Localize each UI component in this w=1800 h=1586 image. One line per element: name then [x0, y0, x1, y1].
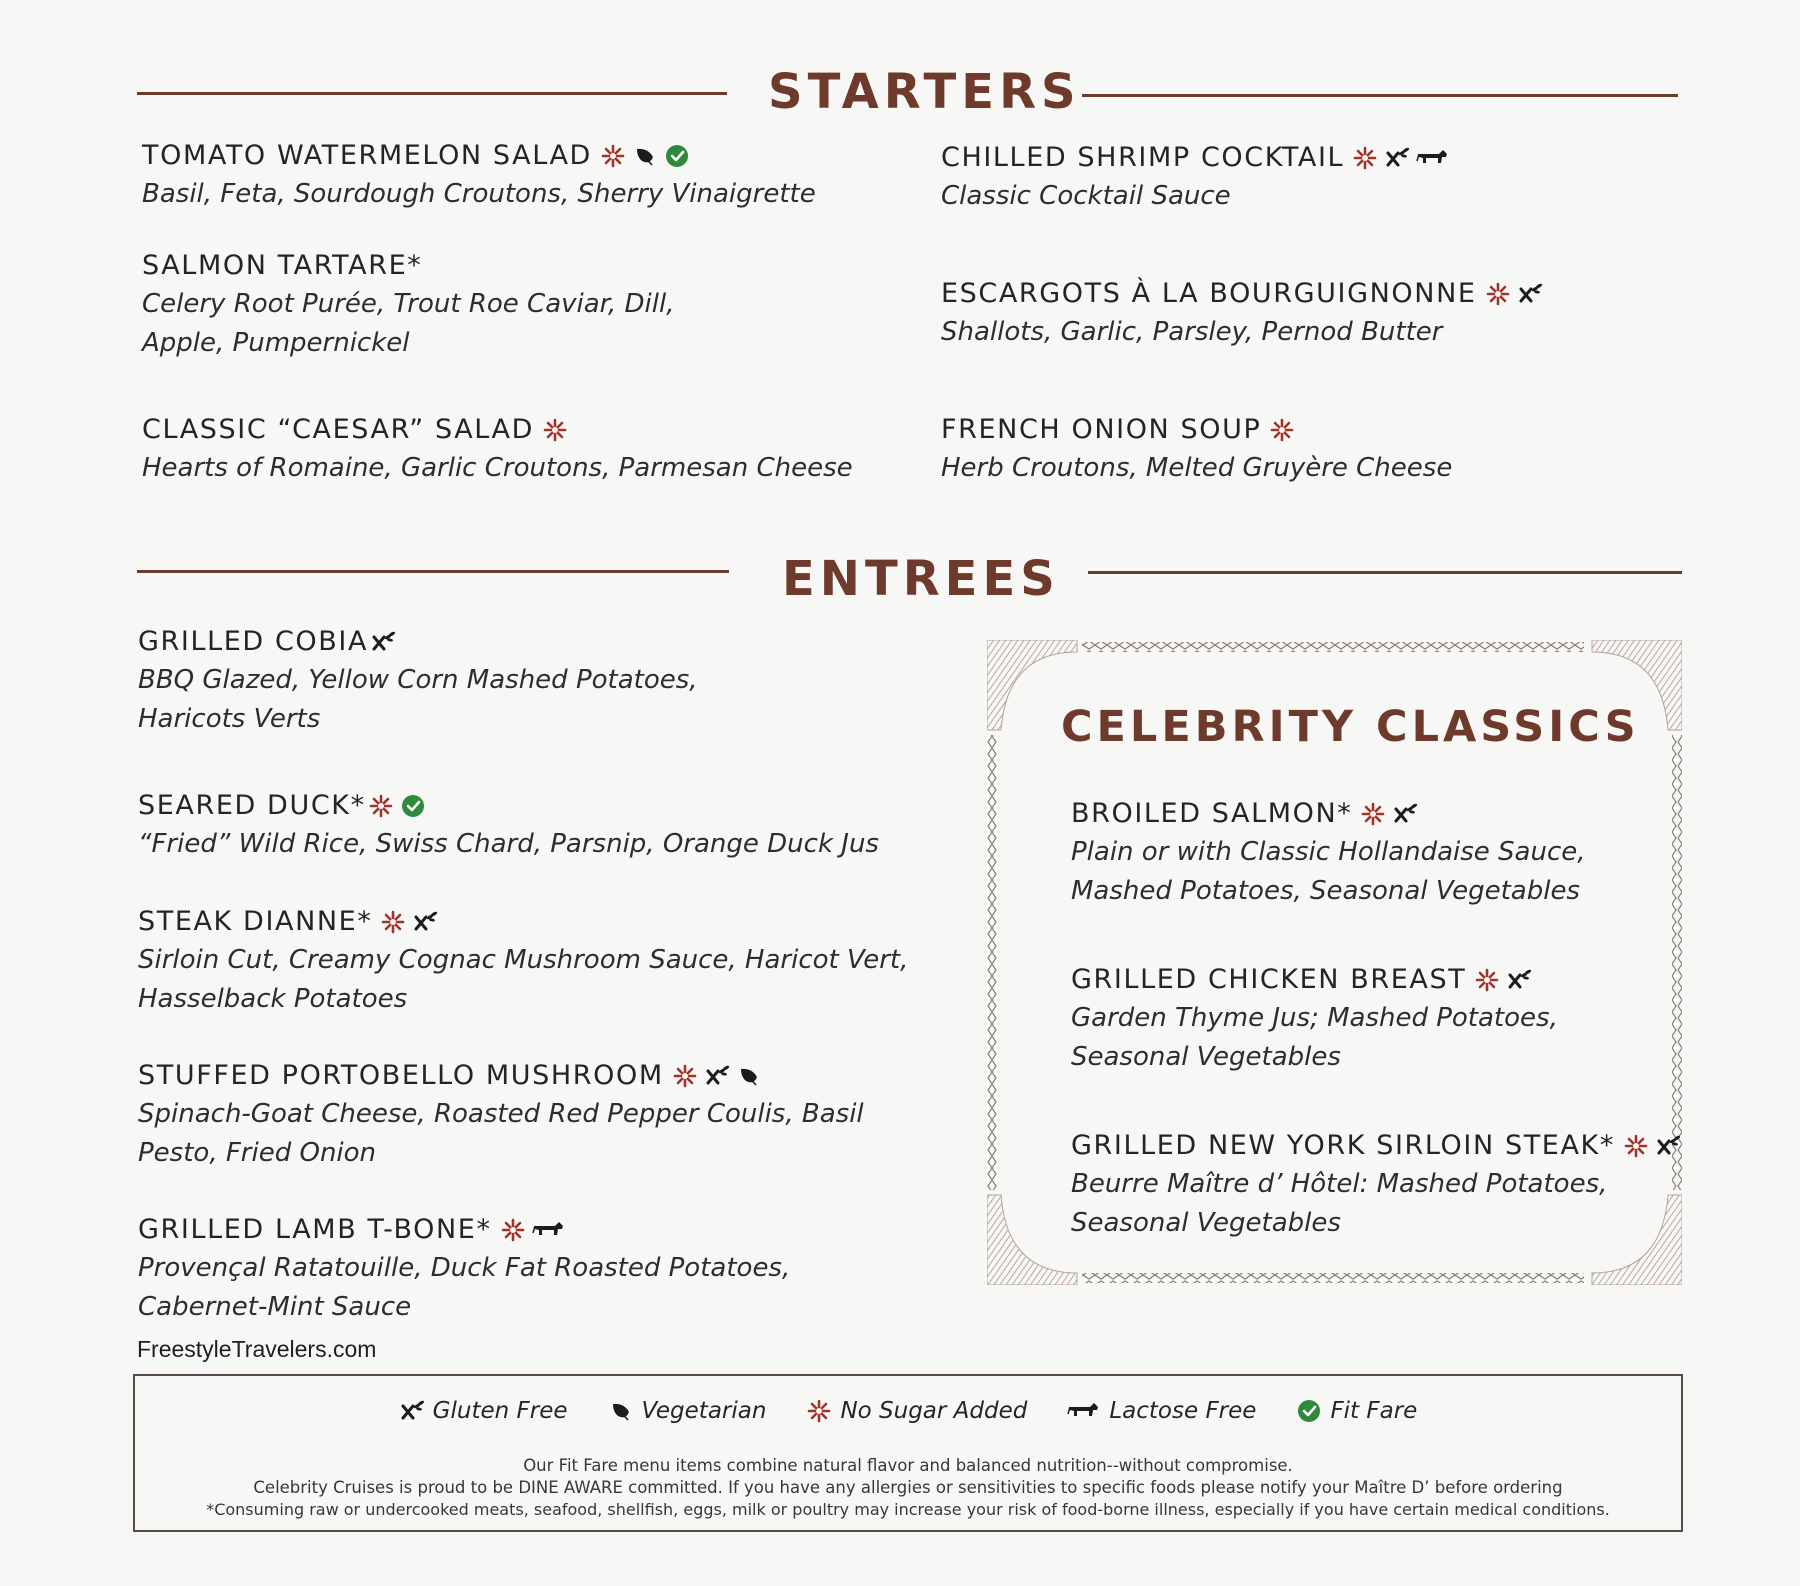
item-name: SALMON TARTARE*	[142, 250, 423, 281]
item-name: CLASSIC “CAESAR” SALAD	[142, 414, 535, 445]
item-desc-line: Plain or with Classic Hollandaise Sauce,	[1071, 837, 1586, 867]
item-desc-line: BBQ Glazed, Yellow Corn Mashed Potatoes,	[138, 665, 698, 695]
vegetarian-icon	[736, 1063, 762, 1089]
item-desc-line: Basil, Feta, Sourdough Croutons, Sherry Vinaigrette	[142, 179, 816, 209]
legend-item	[806, 1398, 1027, 1424]
item-name: CHILLED SHRIMP COCKTAIL	[941, 142, 1345, 173]
item-desc-line: Garden Thyme Jus; Mashed Potatoes,	[1071, 1003, 1558, 1033]
lactose-free-icon	[1416, 145, 1450, 171]
starter-item	[142, 250, 674, 363]
starters-rule-left	[137, 92, 727, 95]
no-sugar-icon	[1474, 967, 1500, 993]
gluten-free-icon	[1392, 801, 1418, 827]
lactose-free-icon	[532, 1217, 566, 1243]
starter-item	[941, 278, 1543, 352]
entrees-rule-right	[1088, 571, 1682, 574]
no-sugar-icon	[1623, 1133, 1649, 1159]
starters-title: STARTERS	[768, 64, 1081, 120]
item-name: STUFFED PORTOBELLO MUSHROOM	[138, 1060, 664, 1091]
gluten-free-icon	[370, 629, 396, 655]
legend-label: Gluten Free	[432, 1398, 568, 1424]
starter-item	[941, 142, 1450, 216]
gluten-free-icon	[412, 909, 438, 935]
item-desc-line: Sirloin Cut, Creamy Cognac Mushroom Sauce, Haricot Vert,	[138, 945, 909, 975]
classics-item	[1071, 798, 1586, 911]
no-sugar-icon	[600, 143, 626, 169]
item-desc-line: Seasonal Vegetables	[1071, 1208, 1341, 1238]
legend-label: Vegetarian	[641, 1398, 767, 1424]
item-desc-line: Classic Cocktail Sauce	[941, 181, 1231, 211]
item-desc-line: Provençal Ratatouille, Duck Fat Roasted Potatoes,	[138, 1253, 791, 1283]
item-name: GRILLED NEW YORK SIRLOIN STEAK*	[1071, 1130, 1615, 1161]
item-desc-line: Beurre Maître d’ Hôtel: Mashed Potatoes,	[1071, 1169, 1608, 1199]
no-sugar-icon	[806, 1398, 832, 1424]
item-desc-line: Hearts of Romaine, Garlic Croutons, Parmesan Cheese	[142, 453, 853, 483]
starter-item	[142, 140, 816, 214]
legend-item	[399, 1398, 568, 1424]
item-name: GRILLED CHICKEN BREAST	[1071, 964, 1467, 995]
no-sugar-icon	[1352, 145, 1378, 171]
item-desc-line: Haricots Verts	[138, 704, 321, 734]
item-name: GRILLED LAMB T-BONE*	[138, 1214, 492, 1245]
starter-item	[142, 414, 853, 488]
fit-fare-icon	[400, 793, 426, 819]
item-desc-line: Spinach-Goat Cheese, Roasted Red Pepper Coulis, Basil	[138, 1099, 864, 1129]
no-sugar-icon	[500, 1217, 526, 1243]
entree-item	[138, 626, 698, 739]
watermark-text: FreestyleTravelers.com	[137, 1336, 377, 1362]
starter-item	[941, 414, 1452, 488]
no-sugar-icon	[1360, 801, 1386, 827]
no-sugar-icon	[368, 793, 394, 819]
item-desc-line: Apple, Pumpernickel	[142, 328, 410, 358]
gluten-free-icon	[1384, 145, 1410, 171]
item-name: STEAK DIANNE*	[138, 906, 373, 937]
no-sugar-icon	[1485, 281, 1511, 307]
item-desc-line: Celery Root Purée, Trout Roe Caviar, Dill,	[142, 289, 675, 319]
no-sugar-icon	[380, 909, 406, 935]
fit-fare-icon	[1296, 1398, 1322, 1424]
gluten-free-icon	[1506, 967, 1532, 993]
item-name: FRENCH ONION SOUP	[941, 414, 1262, 445]
lactose-free-icon	[1067, 1398, 1101, 1424]
entree-item	[138, 790, 879, 864]
fit-fare-note: Our Fit Fare menu items combine natural flavor and balanced nutrition--without compromise.	[523, 1456, 1293, 1475]
no-sugar-icon	[672, 1063, 698, 1089]
raw-food-warning: *Consuming raw or undercooked meats, seafood, shellfish, eggs, milk or poultry may increase your risk of food-borne illness, especially if you have certain medical conditions.	[206, 1500, 1610, 1519]
item-desc-line: Shallots, Garlic, Parsley, Pernod Butter	[941, 317, 1443, 347]
gluten-free-icon	[1655, 1133, 1681, 1159]
legend-label: Fit Fare	[1330, 1398, 1418, 1424]
no-sugar-icon	[1269, 417, 1295, 443]
legend-item	[1067, 1398, 1256, 1424]
entree-item	[138, 1214, 790, 1327]
gluten-free-icon	[704, 1063, 730, 1089]
classics-item	[1071, 964, 1558, 1077]
legend-label: Lactose Free	[1109, 1398, 1257, 1424]
vegetarian-icon	[632, 143, 658, 169]
gluten-free-icon	[1517, 281, 1543, 307]
no-sugar-icon	[542, 417, 568, 443]
vegetarian-icon	[608, 1398, 634, 1424]
starters-rule-right	[1082, 94, 1678, 97]
item-desc-line: Herb Croutons, Melted Gruyère Cheese	[941, 453, 1453, 483]
item-desc-line: Pesto, Fried Onion	[138, 1138, 377, 1168]
classics-item	[1071, 1130, 1681, 1243]
item-name: GRILLED COBIA	[138, 626, 369, 657]
entree-item	[138, 1060, 864, 1173]
item-name: SEARED DUCK*	[138, 790, 366, 821]
item-desc-line: Mashed Potatoes, Seasonal Vegetables	[1071, 876, 1580, 906]
item-desc-line: Seasonal Vegetables	[1071, 1042, 1341, 1072]
legend-item	[608, 1398, 767, 1424]
item-name: BROILED SALMON*	[1071, 798, 1353, 829]
gluten-free-icon	[399, 1398, 425, 1424]
entrees-title: ENTREES	[782, 551, 1060, 607]
entree-item	[138, 906, 908, 1019]
dine-aware-note: Celebrity Cruises is proud to be DINE AWARE committed. If you have any allergies or sensitivities to specific foods please notify your Maître D’ before ordering	[253, 1478, 1563, 1497]
item-desc-line: Hasselback Potatoes	[138, 984, 408, 1014]
legend-item	[1296, 1398, 1417, 1424]
item-desc-line: Cabernet-Mint Sauce	[138, 1292, 412, 1322]
item-name: TOMATO WATERMELON SALAD	[142, 140, 592, 171]
classics-title: CELEBRITY CLASSICS	[1061, 702, 1640, 752]
legend-row	[135, 1398, 1681, 1424]
item-name: ESCARGOTS À LA BOURGUIGNONNE	[941, 278, 1477, 309]
entrees-rule-left	[137, 570, 729, 573]
item-desc-line: “Fried” Wild Rice, Swiss Chard, Parsnip, Orange Duck Jus	[138, 829, 879, 859]
legend-box	[133, 1374, 1683, 1532]
fit-fare-icon	[664, 143, 690, 169]
legend-label: No Sugar Added	[840, 1398, 1028, 1424]
